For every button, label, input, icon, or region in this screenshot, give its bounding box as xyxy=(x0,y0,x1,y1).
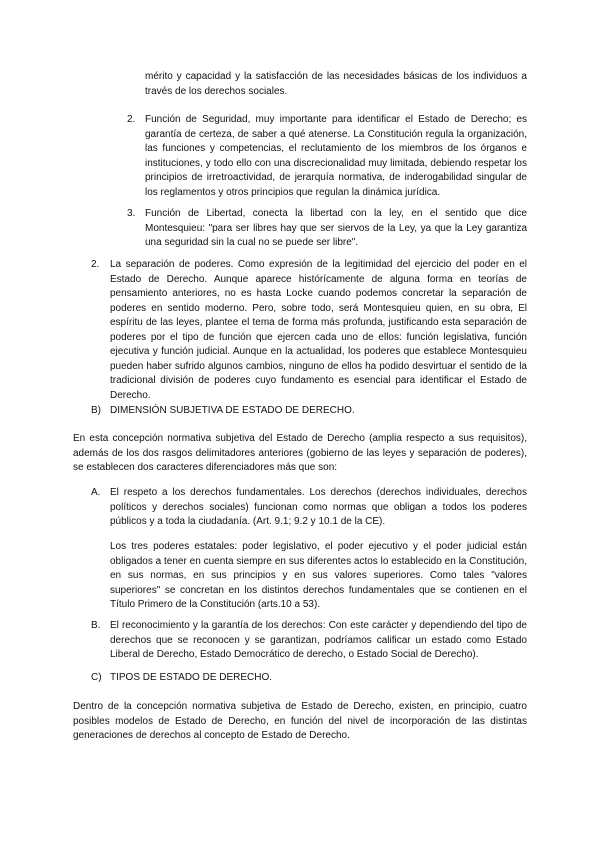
item-a-text-2: Los tres poderes estatales: poder legislativo, el poder ejecutivo y el poder judicial están obligados a tener en cuenta siempre en sus diferentes actos lo establecido en la Constitución, en sus normas, en sus principios y en sus valores superiores. Como tales "valores superiores" se concretan en los distintos derechos fundamentales que se contienen en el Título Primero de la Constitución (arts.10 a 53). xyxy=(110,541,527,610)
item-b-letter: B. xyxy=(91,620,101,631)
heading-b-title: DIMENSIÓN SUBJETIVA DE ESTADO DE DERECHO. xyxy=(110,405,355,416)
sub-item-2-number: 2. xyxy=(127,114,136,125)
heading-c-title: TIPOS DE ESTADO DE DERECHO. xyxy=(110,672,273,683)
item-2-text: La separación de poderes. Como expresión de la legitimidad del ejercicio del poder en el Estado de Derecho. Aunque aparece histórícamente de alguna forma en teorías de pensamiento anteriores, no es hasta Locke cuando podemos concretar la separación de poderes en sentido moderno. Pero, sobre todo, será Montesquieu quien, en su obra, El espíritu de las leyes, plantee el tema de forma más profunda, justificando esta separación de poderes por el tipo de función que ejercen cada uno de ellos: función legislativa, función ejecutiva y función judicial. Aunque en la actualidad, los poderes que establece Montesquieu pueden haber sufrido algunos cambios, ninguno de ellos ha podido desvirtuar el sentido de la tradicional división de poderes cuyo fundamento es esencial para identificar el Estado de Derecho. xyxy=(110,259,527,401)
continuation-paragraph: mérito y capacidad y la satisfacción de las necesidades básicas de los individuos a través de los derechos sociales. xyxy=(145,71,527,97)
paragraph-b: En esta concepción normativa subjetiva del Estado de Derecho (amplia respecto a sus requisitos), además de los dos rasgos delimitadores anteriores (gobierno de las leyes y separación de poderes), se establecen dos caracteres diferenciadores más que son: xyxy=(73,433,527,473)
paragraph-c: Dentro de la concepción normativa subjetiva de Estado de Derecho, existen, en principio, cuatro posibles modelos de Estado de Derecho, en función del nivel de incorporación de las distintas generaciones de derechos al concepto de Estado de Derecho. xyxy=(73,701,527,741)
sub-item-3-text: Función de Libertad, conecta la libertad con la ley, en el sentido que dice Montesquieu: "para ser libres hay que ser siervos de la Ley, ya que la Ley garantiza una seguridad sin la cual no se puede ser libre". xyxy=(145,208,527,248)
heading-c-letter: C) xyxy=(91,672,102,683)
item-a-text: El respeto a los derechos fundamentales. Los derechos (derechos individuales, derechos políticos y derechos sociales) funcionan como normas que obligan a todos los poderes públicos y a toda la ciudadanía. (Art. 9.1; 9.2 y 10.1 de la CE). xyxy=(110,487,527,527)
item-a-letter: A. xyxy=(91,487,101,498)
heading-b-letter: B) xyxy=(91,405,101,416)
item-2-number: 2. xyxy=(91,259,100,270)
item-b-text: El reconocimiento y la garantía de los derechos: Con este carácter y dependiendo del tipo de derechos que se reconocen y se garantizan, podríamos calificar un estado como Estado Liberal de Derecho, Estado Democrático de derecho, o Estado Social de Derecho). xyxy=(110,620,527,660)
sub-item-2-text: Función de Seguridad, muy importante para identificar el Estado de Derecho; es garantía de certeza, de saber a qué atenerse. La Constitución regula la organización, las funciones y competencias, el reclutamiento de los miembros de los órganos e instituciones, y todo ello con una discrecionalidad muy limitada, debiendo respetar los principios de irretroactividad, de jerarquía normativa, de inderogabilidad singular de los reglamentos y otros principios que regulan la dinámica jurídica. xyxy=(145,114,527,198)
sub-item-3-number: 3. xyxy=(127,208,136,219)
